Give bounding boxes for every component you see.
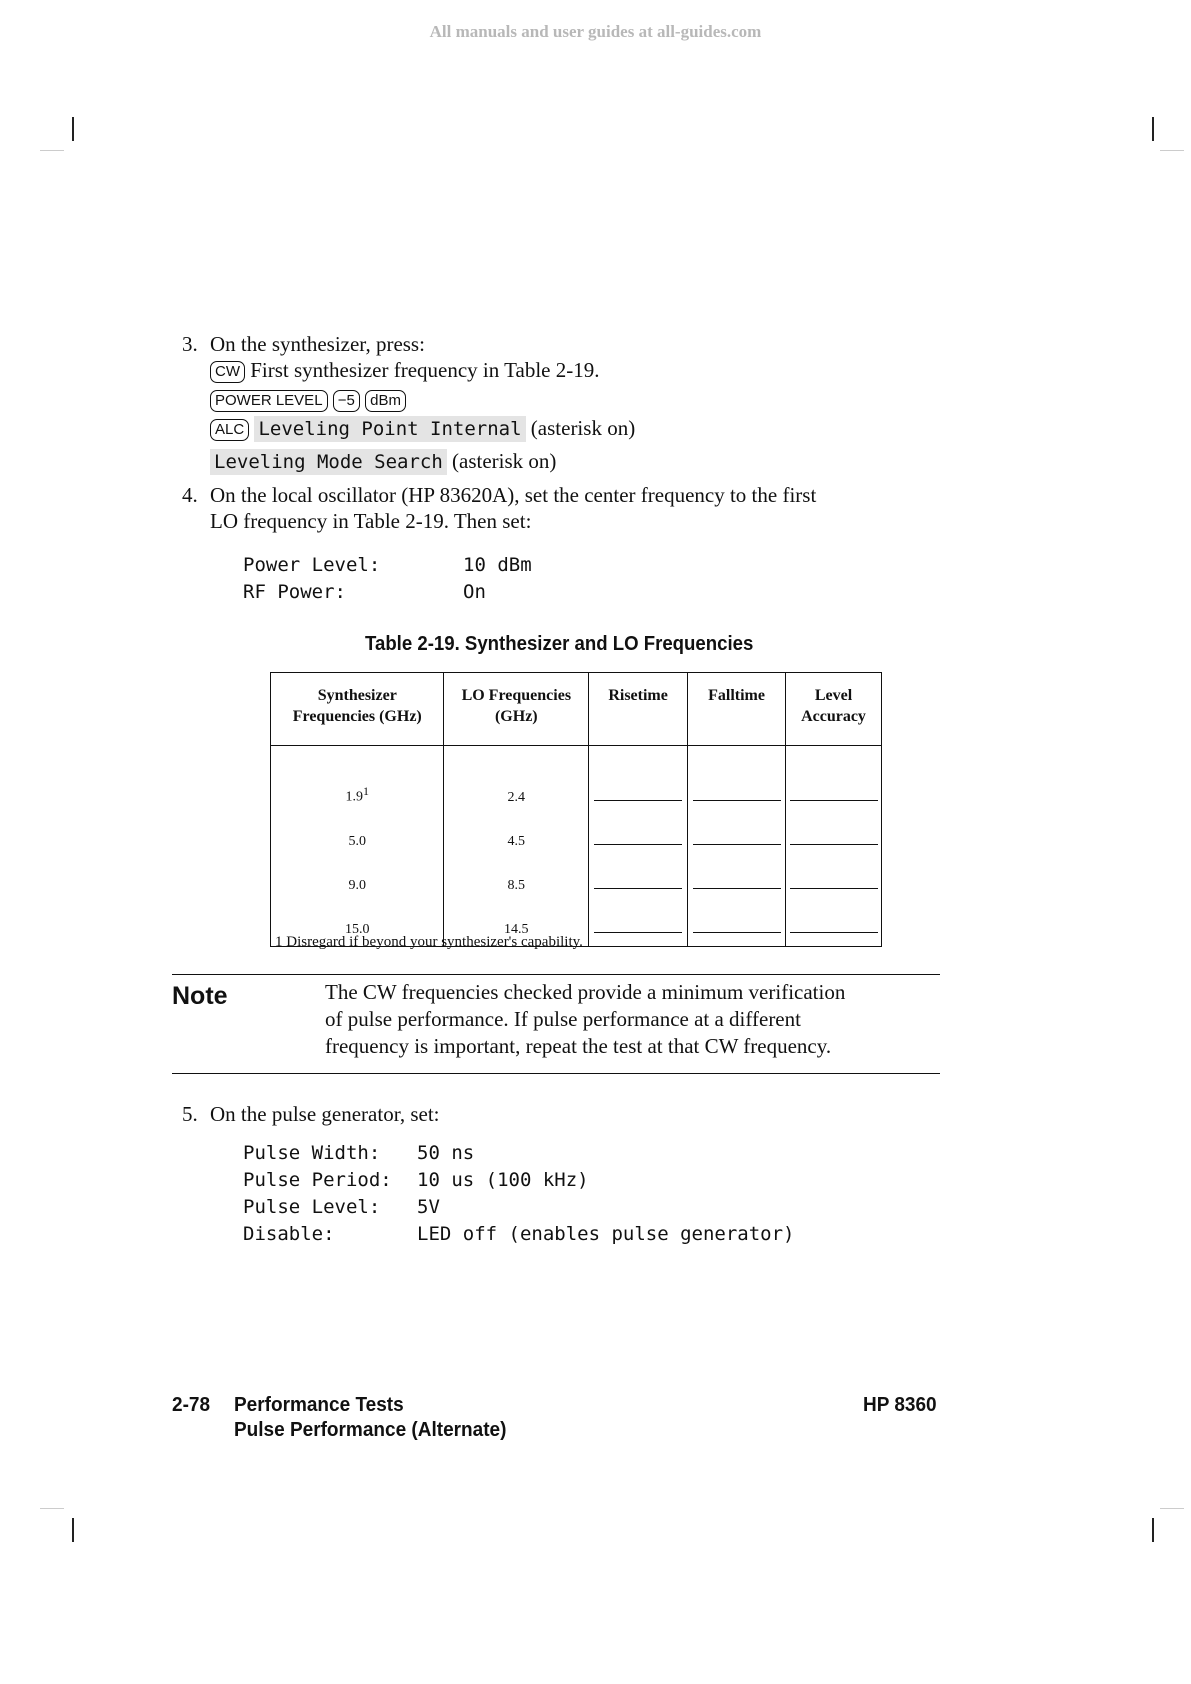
- note-line: The CW frequencies checked provide a minimum verification: [325, 980, 846, 1004]
- lo-setting-label: Power Level:: [243, 554, 381, 576]
- crop-mark: [1152, 117, 1154, 141]
- synth-frequency-cell: 9.0: [271, 858, 444, 902]
- level-accuracy-blank[interactable]: [786, 902, 882, 947]
- frequency-table: [270, 672, 882, 947]
- column-header: Synthesizer Frequencies (GHz): [271, 673, 444, 746]
- step-3-number: 3.: [182, 332, 198, 356]
- level-accuracy-blank[interactable]: [786, 814, 882, 858]
- step-3-mode-line: [210, 448, 556, 475]
- step-3-cw-line: [210, 357, 599, 383]
- step-3-intro: On the synthesizer, press:: [210, 332, 425, 356]
- column-header: Level Accuracy: [786, 673, 882, 746]
- footnote-marker: 1: [362, 784, 369, 799]
- section-title: Performance Tests: [234, 1394, 404, 1416]
- page-number: 2-78: [172, 1394, 211, 1416]
- risetime-blank[interactable]: [589, 858, 688, 902]
- watermark: All manuals and user guides at all-guides.com: [429, 22, 762, 41]
- cw-instruction: First synthesizer frequency in Table 2-19.: [250, 358, 600, 382]
- dbm-key[interactable]: dBm: [365, 390, 406, 412]
- level-accuracy-blank[interactable]: [786, 858, 882, 902]
- pulse-setting-label: Pulse Period:: [243, 1169, 392, 1191]
- note-line: of pulse performance. If pulse performance at a different: [325, 1007, 801, 1031]
- lo-setting-value: On: [463, 581, 486, 603]
- step-4-number: 4.: [182, 483, 198, 507]
- pulse-setting-value: 50 ns: [417, 1142, 475, 1164]
- table-footnote: 1 Disregard if beyond your synthesizer's capability.: [275, 934, 583, 950]
- step-3-alc-line: [210, 415, 635, 442]
- pulse-setting-value: 10 us (100 kHz): [417, 1169, 589, 1191]
- column-header: LO Frequencies (GHz): [444, 673, 589, 746]
- step-4-line-1: On the local oscillator (HP 83620A), set the center frequency to the first: [210, 483, 817, 507]
- pulse-setting-value: 5V: [417, 1196, 440, 1218]
- asterisk-on-note: (asterisk on): [530, 416, 636, 440]
- cw-key[interactable]: CW: [210, 361, 245, 383]
- risetime-blank[interactable]: [589, 814, 688, 858]
- lo-frequency-cell: 4.5: [444, 814, 589, 858]
- crop-mark: [72, 1518, 74, 1542]
- lo-frequency-cell: 8.5: [444, 858, 589, 902]
- step-5-intro: On the pulse generator, set:: [210, 1102, 440, 1126]
- crop-mark: [40, 1508, 64, 1509]
- table-row: [271, 814, 882, 858]
- table-row: [271, 746, 882, 815]
- column-header: Risetime: [589, 673, 688, 746]
- pulse-setting-label: Pulse Level:: [243, 1196, 381, 1218]
- crop-mark: [1160, 150, 1184, 151]
- pulse-setting-value: LED off (enables pulse generator): [417, 1223, 795, 1245]
- table-title: Table 2-19. Synthesizer and LO Frequencies: [365, 633, 754, 655]
- falltime-blank[interactable]: [688, 858, 786, 902]
- crop-mark: [40, 150, 64, 151]
- table-row: [271, 858, 882, 902]
- synth-frequency-cell: 5.0: [271, 814, 444, 858]
- falltime-blank[interactable]: [688, 746, 786, 815]
- falltime-blank[interactable]: [688, 814, 786, 858]
- column-header: Falltime: [688, 673, 786, 746]
- model-name: HP 8360: [863, 1394, 937, 1416]
- subsection-title: Pulse Performance (Alternate): [234, 1419, 507, 1441]
- step-3-power-line: [210, 386, 406, 412]
- pulse-setting-label: Disable:: [243, 1223, 335, 1245]
- lo-setting-value: 10 dBm: [463, 554, 532, 576]
- note-bottom-rule: [172, 1073, 940, 1074]
- note-top-rule: [172, 974, 940, 975]
- crop-mark: [72, 117, 74, 141]
- falltime-blank[interactable]: [688, 902, 786, 947]
- lo-frequency-cell: 14.5: [444, 902, 589, 947]
- power-level-key[interactable]: POWER LEVEL: [210, 390, 328, 412]
- synth-frequency-cell: 15.0: [271, 902, 444, 947]
- leveling-mode-search-softkey[interactable]: Leveling Mode Search: [210, 449, 447, 475]
- note-label: Note: [172, 982, 228, 1010]
- step-5-number: 5.: [182, 1102, 198, 1126]
- note-line: frequency is important, repeat the test at that CW frequency.: [325, 1034, 832, 1058]
- lo-setting-label: RF Power:: [243, 581, 346, 603]
- pulse-setting-label: Pulse Width:: [243, 1142, 381, 1164]
- crop-mark: [1160, 1508, 1184, 1509]
- synth-frequency-cell: $1.9^1$: [271, 746, 444, 815]
- minus-5-key[interactable]: −5: [333, 390, 360, 412]
- risetime-blank[interactable]: [589, 902, 688, 947]
- table-header-row: [271, 673, 882, 746]
- lo-frequency-cell: 2.4: [444, 746, 589, 815]
- leveling-point-internal-softkey[interactable]: Leveling Point Internal: [254, 416, 525, 442]
- asterisk-on-note: (asterisk on): [452, 449, 557, 473]
- level-accuracy-blank[interactable]: [786, 746, 882, 815]
- step-4-line-2: LO frequency in Table 2-19. Then set:: [210, 509, 532, 533]
- risetime-blank[interactable]: [589, 746, 688, 815]
- crop-mark: [1152, 1518, 1154, 1542]
- alc-key[interactable]: ALC: [210, 419, 249, 441]
